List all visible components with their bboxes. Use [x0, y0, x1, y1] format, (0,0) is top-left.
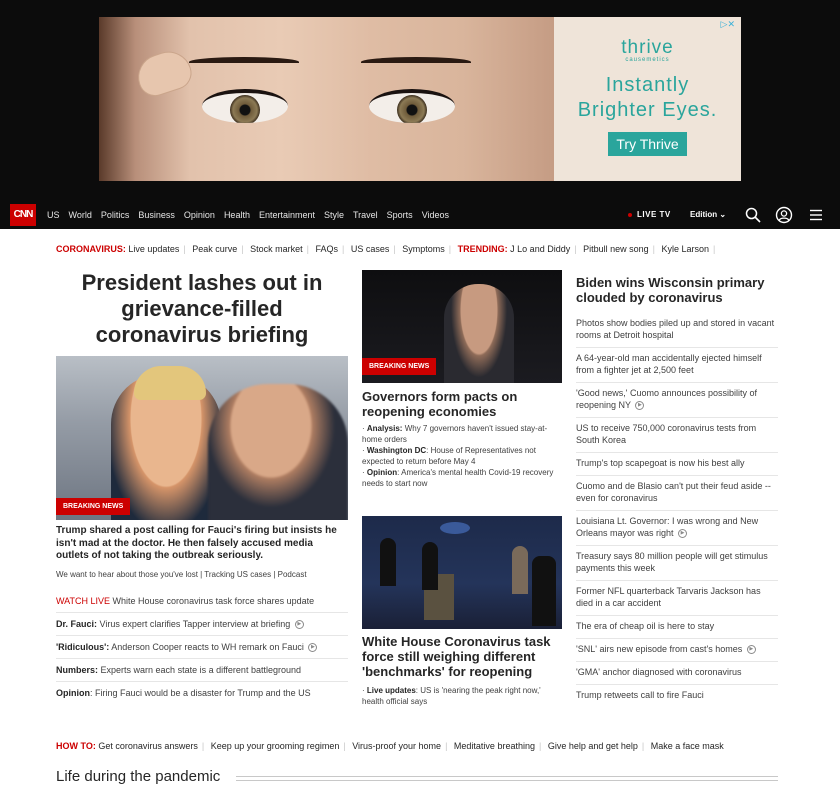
list-item[interactable]: Trump retweets call to fire Fauci	[576, 690, 704, 700]
list-item[interactable]: A 64-year-old man accidentally ejected himself from a fighter jet at 2,500 feet	[576, 348, 778, 383]
bullet-prefix: Live updates	[366, 686, 416, 695]
story2-bullets	[362, 685, 564, 707]
ad-brand: thrive	[621, 37, 674, 58]
bullet-prefix: Washington DC	[366, 446, 427, 455]
col3-headline[interactable]: Biden wins Wisconsin primary clouded by coronavirus	[576, 275, 765, 305]
ad-choices-icon[interactable]: ▷✕	[720, 19, 735, 29]
play-icon: ▶	[635, 401, 644, 410]
nav-item-opinion[interactable]: Opinion	[183, 210, 215, 220]
account-icon[interactable]	[775, 206, 793, 224]
trend-link[interactable]: Kyle Larson	[661, 244, 710, 254]
list-item[interactable]	[56, 590, 348, 613]
ad-eyebrow-right	[361, 57, 471, 67]
chevron-down-icon: ⌄	[719, 210, 727, 219]
menu-icon[interactable]	[807, 206, 825, 224]
list-item-text: White House coronavirus task force shares update	[112, 596, 315, 606]
list-item[interactable]	[576, 383, 778, 418]
live-dot-icon	[628, 213, 632, 217]
ad-photo	[99, 17, 554, 181]
list-item-prefix: 'Ridiculous':	[56, 642, 110, 652]
list-item-text: 'SNL' airs new episode from cast's homes	[576, 644, 743, 654]
bullet-text: : House of Representatives not expected to return before May 4	[362, 446, 536, 466]
trend-link[interactable]: Virus-proof your home	[352, 741, 442, 751]
section-divider	[236, 776, 778, 781]
list-item[interactable]: Cuomo and de Blasio can't put their feud aside -- even for coronavirus	[576, 476, 778, 511]
watch-live-label: WATCH LIVE	[56, 596, 111, 606]
trend-link[interactable]: Peak curve	[192, 244, 238, 254]
edition-menu[interactable]	[690, 210, 726, 219]
play-icon: ▶	[747, 645, 756, 654]
list-item[interactable]: Trump's top scapegoat is now his best ally	[576, 453, 778, 476]
trending-bar-top: CORONAVIRUS: Live updates | Peak curve | Stock market | FAQs | US cases | Symptoms | TRENDING: J Lo and Diddy | Pitbull new song | Kyle Larson |	[56, 244, 716, 254]
list-item-prefix: Dr. Fauci:	[56, 619, 98, 629]
sub-links[interactable]: We want to hear about those you've lost | Tracking US cases | Podcast	[56, 570, 307, 579]
breaking-news-badge: BREAKING NEWS	[362, 358, 436, 375]
breaking-news-badge: BREAKING NEWS	[56, 498, 130, 515]
list-item[interactable]	[56, 613, 348, 636]
list-item[interactable]	[576, 639, 778, 662]
list-item-prefix: Numbers:	[56, 665, 99, 675]
trend-link[interactable]: J Lo and Diddy	[510, 244, 571, 254]
coronavirus-label: CORONAVIRUS:	[56, 244, 126, 254]
story1-title[interactable]: Governors form pacts on reopening economies	[362, 389, 518, 419]
story1-bullets	[362, 423, 564, 489]
nav-item-health[interactable]: Health	[223, 210, 250, 220]
live-tv-link[interactable]	[628, 210, 671, 219]
hero-image[interactable]	[56, 356, 348, 520]
trend-link[interactable]: Get coronavirus answers	[98, 741, 198, 751]
bullet-item[interactable]: · Analysis: Why 7 governors haven't issued stay-at-home orders	[362, 424, 548, 444]
nav-item-style[interactable]: Style	[323, 210, 344, 220]
trend-link[interactable]: Give help and get help	[547, 741, 638, 751]
nav-item-sports[interactable]: Sports	[386, 210, 413, 220]
bullet-item[interactable]: · Washington DC: House of Representatives not expected to return before May 4	[362, 446, 536, 466]
bullet-text: Why 7 governors haven't issued stay-at-home orders	[362, 424, 548, 444]
trend-link[interactable]: Pitbull new song	[583, 244, 649, 254]
trend-link[interactable]: FAQs	[315, 244, 339, 254]
search-icon[interactable]	[744, 206, 762, 224]
trend-link[interactable]: Keep up your grooming regimen	[210, 741, 340, 751]
list-item[interactable]	[56, 659, 348, 682]
trend-link[interactable]: Meditative breathing	[453, 741, 535, 751]
play-icon: ▶	[295, 620, 304, 629]
nav-item-videos[interactable]: Videos	[421, 210, 450, 220]
list-item-prefix: Opinion	[56, 688, 90, 698]
list-item-text: 'Good news,' Cuomo announces possibility of reopening NY	[576, 388, 758, 410]
advertisement[interactable]	[99, 17, 741, 181]
col3-list	[576, 313, 778, 707]
trend-link[interactable]: Stock market	[250, 244, 303, 254]
bullet-item[interactable]: · Live updates: US is 'nearing the peak right now,' health official says	[362, 686, 541, 706]
nav-item-entertainment[interactable]: Entertainment	[258, 210, 315, 220]
trend-link[interactable]: Live updates	[128, 244, 180, 254]
ad-brand-sub: causemetics	[625, 57, 670, 63]
list-item[interactable]: Treasury says 80 million people will get stimulus payments this week	[576, 546, 778, 581]
ad-headline-line1: Instantly	[605, 74, 690, 96]
nav-item-politics[interactable]: Politics	[100, 210, 130, 220]
list-item[interactable]: US to receive 750,000 coronavirus tests from South Korea	[576, 418, 778, 453]
ad-panel	[554, 17, 741, 181]
edition-label: Edition	[690, 210, 718, 219]
story2-title[interactable]: White House Coronavirus task force still weighing different 'benchmarks' for reopening	[362, 634, 551, 679]
top-nav	[0, 201, 840, 229]
ad-finger	[132, 46, 196, 101]
list-item[interactable]: The era of cheap oil is here to stay	[576, 616, 778, 639]
bullet-prefix: Analysis:	[366, 424, 403, 433]
bullet-text: : America's mental health Covid-19 recovery needs to start now	[362, 468, 554, 488]
nav-item-travel[interactable]: Travel	[353, 210, 378, 220]
trend-link[interactable]: US cases	[350, 244, 390, 254]
list-item[interactable]: Former NFL quarterback Tarvaris Jackson has died in a car accident	[576, 581, 778, 616]
trend-link[interactable]: Make a face mask	[650, 741, 724, 751]
nav-items	[47, 201, 458, 229]
nav-item-world[interactable]: World	[68, 210, 92, 220]
ad-cta-button[interactable]: Try Thrive	[608, 132, 686, 156]
list-item[interactable]: 'GMA' anchor diagnosed with coronavirus	[576, 662, 778, 685]
ad-band	[0, 0, 840, 201]
trend-link[interactable]: Symptoms	[402, 244, 445, 254]
list-item[interactable]	[56, 682, 348, 705]
play-icon: ▶	[308, 643, 317, 652]
bullet-text: : US is 'nearing the peak right now,' health official says	[362, 686, 541, 706]
list-item-text: Anderson Cooper reacts to WH remark on Fauci	[111, 642, 304, 652]
ad-headline-line2: Brighter Eyes.	[577, 99, 718, 121]
list-item[interactable]	[56, 636, 348, 659]
nav-item-business[interactable]: Business	[138, 210, 175, 220]
how-to-label: HOW TO:	[56, 741, 96, 751]
trending-bar-bottom: HOW TO: Get coronavirus answers | Keep up your grooming regimen | Virus-proof your home | Meditative breathing | Give help and get help | Make a face mask	[56, 741, 724, 751]
list-item[interactable]	[576, 511, 778, 546]
ad-eyebrow-left	[189, 57, 299, 67]
list-item-text: : Firing Fauci would be a disaster for Trump and the US	[90, 688, 311, 698]
ad-headline	[554, 73, 741, 123]
main-headline[interactable]: President lashes out in grievance-filled coronavirus briefing	[81, 270, 323, 347]
live-tv-label: LIVE TV	[637, 210, 671, 219]
list-item-text: Virus expert clarifies Tapper interview at briefing	[99, 619, 291, 629]
list-item[interactable]: Photos show bodies piled up and stored in vacant rooms at Detroit hospital	[576, 313, 778, 348]
bullet-prefix: Opinion	[366, 468, 398, 477]
lede-text[interactable]: Trump shared a post calling for Fauci's firing but insists he isn't mad at the doctor. He then falsely accused media outlets of not taking the outbreak seriously.	[56, 525, 337, 561]
section-title: Life during the pandemic	[56, 768, 221, 785]
col1-list	[56, 590, 348, 705]
ad-eye-right	[369, 89, 455, 123]
cnn-logo[interactable]: CNN	[10, 204, 36, 226]
list-item-text: Louisiana Lt. Governor: I was wrong and New Orleans mayor was right	[576, 516, 759, 538]
trending-label: TRENDING:	[457, 244, 508, 254]
white-house-image[interactable]	[362, 516, 562, 629]
list-item-text: Experts warn each state is a different battleground	[100, 665, 301, 675]
ad-eye-left	[202, 89, 288, 123]
nav-item-us[interactable]: US	[47, 210, 60, 220]
governor-image[interactable]	[362, 270, 562, 383]
bullet-item[interactable]: · Opinion: America's mental health Covid-19 recovery needs to start now	[362, 468, 554, 488]
play-icon: ▶	[678, 529, 687, 538]
